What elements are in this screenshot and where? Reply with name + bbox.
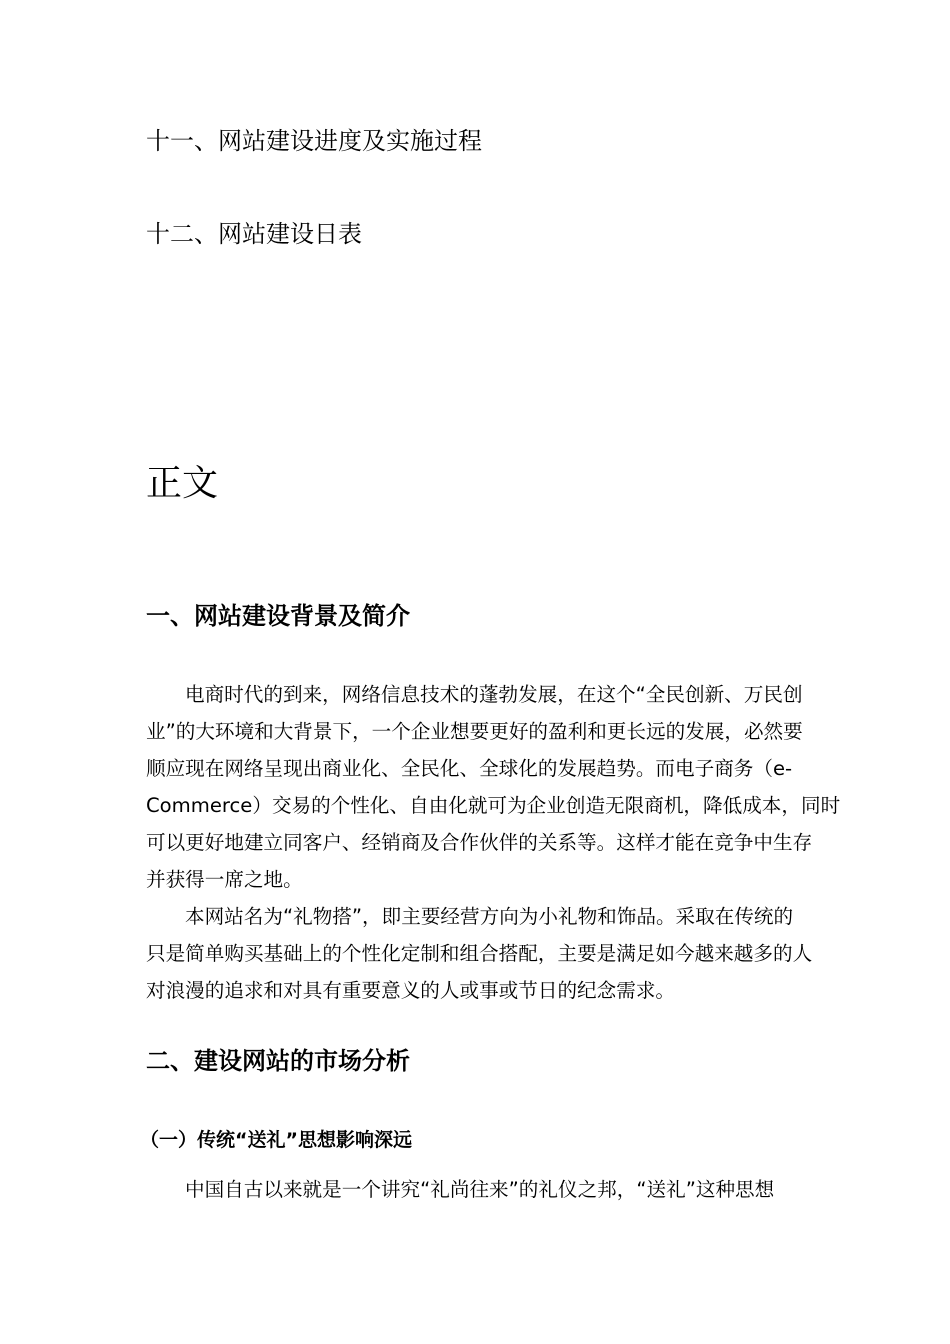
text-line: Commerce）交易的个性化、自由化就可为企业创造无限商机，降低成本，同时 <box>146 794 841 817</box>
text-line: 顺应现在网络呈现出商业化、全民化、全球化的发展趋势。而电子商务（e- <box>146 757 793 780</box>
text-line: 只是简单购买基础上的个性化定制和组合搭配，主要是满足如今越来越多的人 <box>146 942 813 965</box>
text-line: 可以更好地建立同客户、经销商及合作伙伴的关系等。这样才能在竞争中生存 <box>146 831 813 854</box>
section-2-heading: 二、建设网站的市场分析 <box>146 1047 410 1075</box>
section-2-subheading: （一）传统“送礼”思想影响深远 <box>140 1129 412 1151</box>
toc-item-11: 十一、网站建设进度及实施过程 <box>146 127 482 155</box>
text-line: 中国自古以来就是一个讲究“礼尚往来”的礼仪之邦，“送礼”这种思想 <box>185 1178 775 1201</box>
section-1-heading: 一、网站建设背景及简介 <box>146 602 410 630</box>
main-title: 正文 <box>146 463 219 504</box>
text-line: 本网站名为“礼物搭”，即主要经营方向为小礼物和饰品。采取在传统的 <box>185 905 794 928</box>
text-line: 并获得一席之地。 <box>146 868 303 891</box>
text-line: 业”的大环境和大背景下，一个企业想要更好的盈利和更长远的发展，必然要 <box>146 720 803 743</box>
text-line: 电商时代的到来，网络信息技术的蓬勃发展，在这个“全民创新、万民创 <box>185 683 803 706</box>
toc-item-12: 十二、网站建设日表 <box>146 220 362 248</box>
text-line: 对浪漫的追求和对具有重要意义的人或事或节日的纪念需求。 <box>146 979 676 1002</box>
